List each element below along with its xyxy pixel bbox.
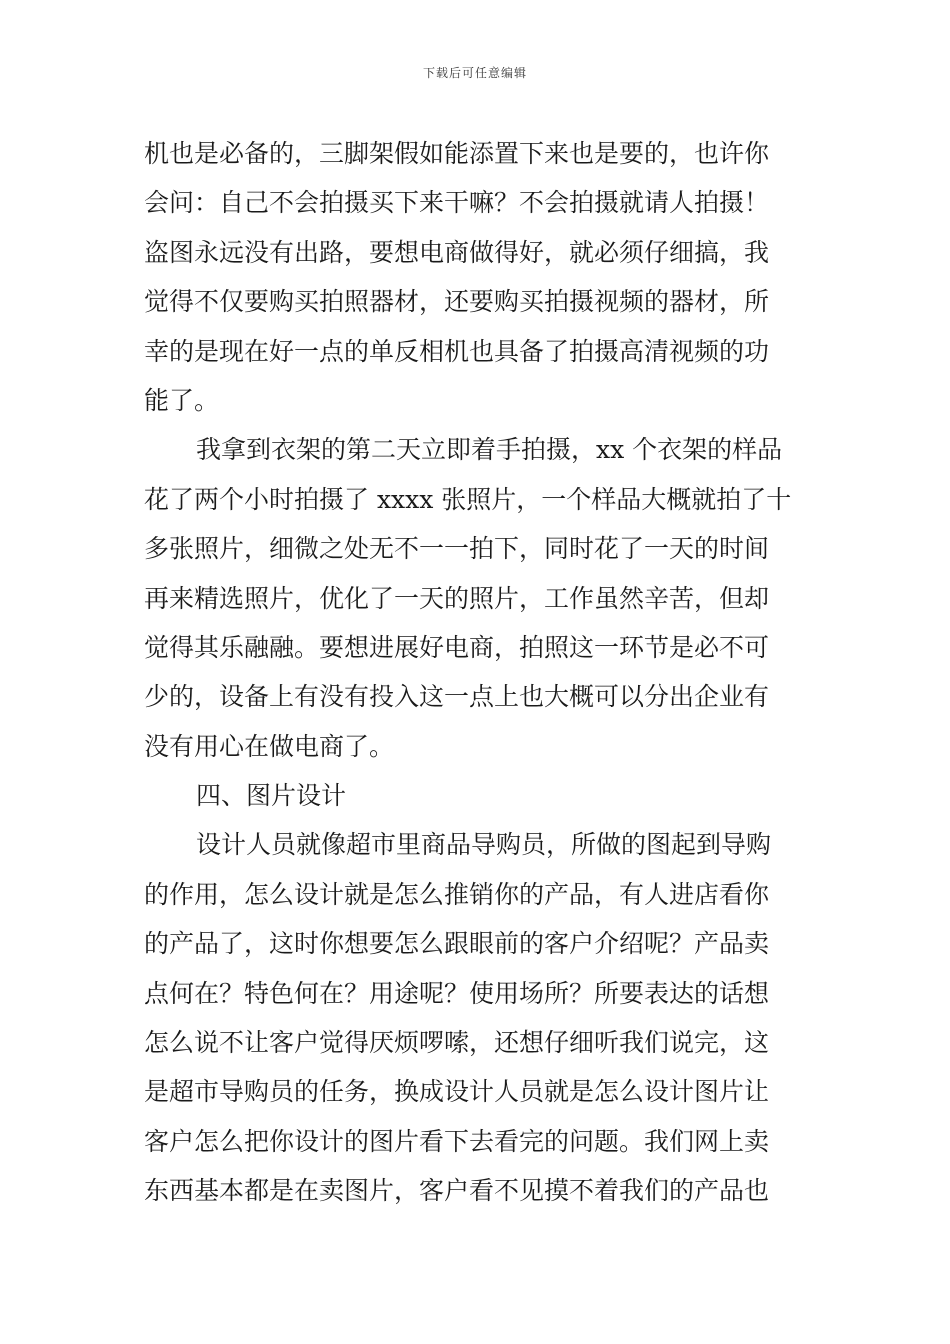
- text-line: 盗图永远没有出路，要想电商做得好，就必须仔细搞，我: [144, 237, 770, 267]
- text-line: 点何在？特色何在？用途呢？使用场所？所要表达的话想: [144, 978, 770, 1008]
- text-line: 再来精选照片，优化了一天的照片，工作虽然辛苦，但却: [144, 583, 770, 613]
- text-line: 会问：自己不会拍摄买下来干嘛？不会拍摄就请人拍摄！: [144, 188, 770, 218]
- paragraph-start-line: 我拿到衣架的第二天立即着手拍摄，xx 个衣架的样品: [196, 435, 783, 465]
- text-line: 能了。: [144, 385, 220, 415]
- text-line: 没有用心在做电商了。: [144, 731, 395, 761]
- section-heading: 四、图片设计: [196, 781, 347, 811]
- text-line: 客户怎么把你设计的图片看下去看完的问题。我们网上卖: [144, 1126, 770, 1156]
- paragraph-start-line: 设计人员就像超市里商品导购员，所做的图起到导购: [196, 830, 772, 860]
- text-line: 觉得不仅要购买拍照器材，还要购买拍摄视频的器材，所: [144, 287, 770, 317]
- text-line: 是超市导购员的任务，换成设计人员就是怎么设计图片让: [144, 1077, 770, 1107]
- text-line: 多张照片，细微之处无不一一拍下，同时花了一天的时间: [144, 534, 770, 564]
- text-line: 觉得其乐融融。要想进展好电商，拍照这一环节是必不可: [144, 632, 770, 662]
- document-body: [144, 129, 808, 1216]
- text-line: 怎么说不让客户觉得厌烦啰嗦，还想仔细听我们说完，这: [144, 1028, 770, 1058]
- text-line: 幸的是现在好一点的单反相机也具备了拍摄高清视频的功: [144, 336, 770, 366]
- text-line: 机也是必备的，三脚架假如能添置下来也是要的，也许你: [144, 139, 770, 168]
- text-line: 少的，设备上有没有投入这一点上也大概可以分出企业有: [144, 682, 770, 712]
- text-line: 的产品了，这时你想要怎么跟眼前的客户介绍呢？产品卖: [144, 929, 770, 959]
- text-line: 的作用，怎么设计就是怎么推销你的产品，有人进店看你: [144, 879, 770, 909]
- text-line: 东西基本都是在卖图片，客户看不见摸不着我们的产品也: [144, 1176, 770, 1206]
- page-header: 下载后可任意编辑: [422, 66, 527, 80]
- text-line: 花了两个小时拍摄了 xxxx 张照片，一个样品大概就拍了十: [144, 484, 792, 514]
